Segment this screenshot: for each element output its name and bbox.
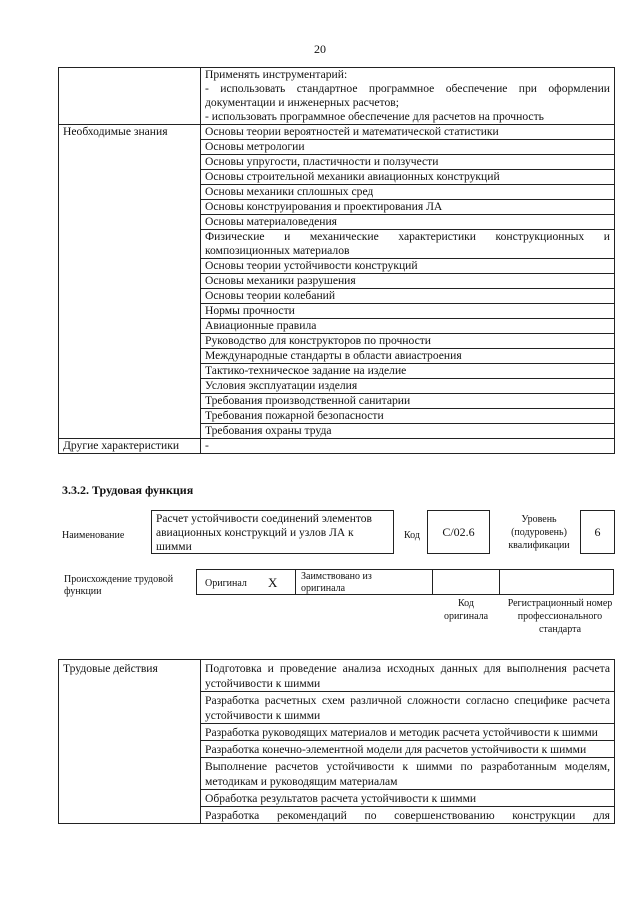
reg-number-label: Регистрационный номер профессионального стандарта xyxy=(507,598,613,635)
reg-number-cell xyxy=(499,569,614,595)
knowledge-item: Нормы прочности xyxy=(201,304,615,319)
knowledge-item: Основы механики разрушения xyxy=(201,274,615,289)
action-item: Выполнение расчетов устойчивости к шимми по разработанным моделям, методикам и руководящим материалам xyxy=(201,758,615,790)
original-label: Оригинал xyxy=(205,578,247,589)
original-code-cell xyxy=(432,569,500,595)
table-row xyxy=(59,125,615,140)
other-label: Другие характеристики xyxy=(59,439,201,454)
knowledge-item: Требования производственной санитарии xyxy=(201,394,615,409)
knowledge-item: Основы механики сплошных сред xyxy=(201,185,615,200)
knowledge-item: Основы материаловедения xyxy=(201,215,615,230)
tools-line: - использовать стандартное программное обеспечение при оформлении документации и инженерных расчетов; xyxy=(205,82,610,109)
knowledge-item: Требования пожарной безопасности xyxy=(201,409,615,424)
knowledge-item: Руководство для конструкторов по прочности xyxy=(201,334,615,349)
tools-cell xyxy=(201,68,615,125)
actions-label: Трудовые действия xyxy=(59,660,201,824)
function-name-label: Наименование xyxy=(62,530,125,541)
action-item: Разработка конечно-элементной модели для расчетов устойчивости к шимми xyxy=(201,741,615,758)
knowledge-item: Авиационные правила xyxy=(201,319,615,334)
section-title: 3.3.2. Трудовая функция xyxy=(62,483,194,497)
knowledge-item: Условия эксплуатации изделия xyxy=(201,379,615,394)
qualification-level-value: 6 xyxy=(580,510,615,554)
knowledge-item: Основы конструирования и проектирования ЛА xyxy=(201,200,615,215)
origin-label: Происхождение трудовой функции xyxy=(64,574,174,597)
table-row xyxy=(59,439,615,454)
tools-line: Применять инструментарий: xyxy=(205,68,348,81)
borrowed-cell xyxy=(295,569,433,595)
knowledge-item: Международные стандарты в области авиастроения xyxy=(201,349,615,364)
knowledge-table xyxy=(58,67,615,454)
knowledge-item: Основы строительной механики авиационных конструкций xyxy=(201,170,615,185)
empty-label-cell xyxy=(59,68,201,125)
knowledge-item: Основы теории устойчивости конструкций xyxy=(201,259,615,274)
knowledge-item: Основы теории вероятностей и математической статистики xyxy=(201,125,615,140)
actions-table xyxy=(58,659,615,824)
knowledge-item: Требования охраны труда xyxy=(201,424,615,439)
original-cell xyxy=(196,569,296,595)
code-original-label: Код оригинала xyxy=(443,598,489,622)
knowledge-label: Необходимые знания xyxy=(59,125,201,439)
action-item: Разработка расчетных схем различной сложности согласно специфике расчета устойчивости к шимми xyxy=(201,692,615,724)
action-item: Разработка руководящих материалов и методик расчета устойчивости к шимми xyxy=(201,724,615,741)
action-item: Обработка результатов расчета устойчивости к шимми xyxy=(201,790,615,807)
knowledge-item: Физические и механические характеристики конструкционных и композиционных материалов xyxy=(201,230,615,259)
table-row xyxy=(59,68,615,125)
origin-row xyxy=(196,569,614,595)
table-row xyxy=(59,660,615,692)
function-name-value: Расчет устойчивости соединений элементов авиационных конструкций и узлов ЛА к шимми xyxy=(151,510,394,554)
original-mark: X xyxy=(268,575,278,590)
knowledge-item: Основы теории колебаний xyxy=(201,289,615,304)
page-number: 20 xyxy=(314,42,326,56)
knowledge-item: Основы метрологии xyxy=(201,140,615,155)
knowledge-item: Основы упругости, пластичности и ползучести xyxy=(201,155,615,170)
action-item: Подготовка и проведение анализа исходных данных для выполнения расчета устойчивости к шимми xyxy=(201,660,615,692)
code-label: Код xyxy=(404,530,420,541)
code-value: С/02.6 xyxy=(427,510,490,554)
action-item: Разработка рекомендаций по совершенствованию конструкции для xyxy=(201,807,615,824)
borrowed-label: Заимствовано из оригинала xyxy=(301,571,372,594)
tools-line: - использовать программное обеспечение для расчетов на прочность xyxy=(205,110,544,123)
knowledge-item: Тактико-техническое задание на изделие xyxy=(201,364,615,379)
qualification-level-label: Уровень (подуровень) квалификации xyxy=(508,514,570,551)
other-value: - xyxy=(201,439,615,454)
